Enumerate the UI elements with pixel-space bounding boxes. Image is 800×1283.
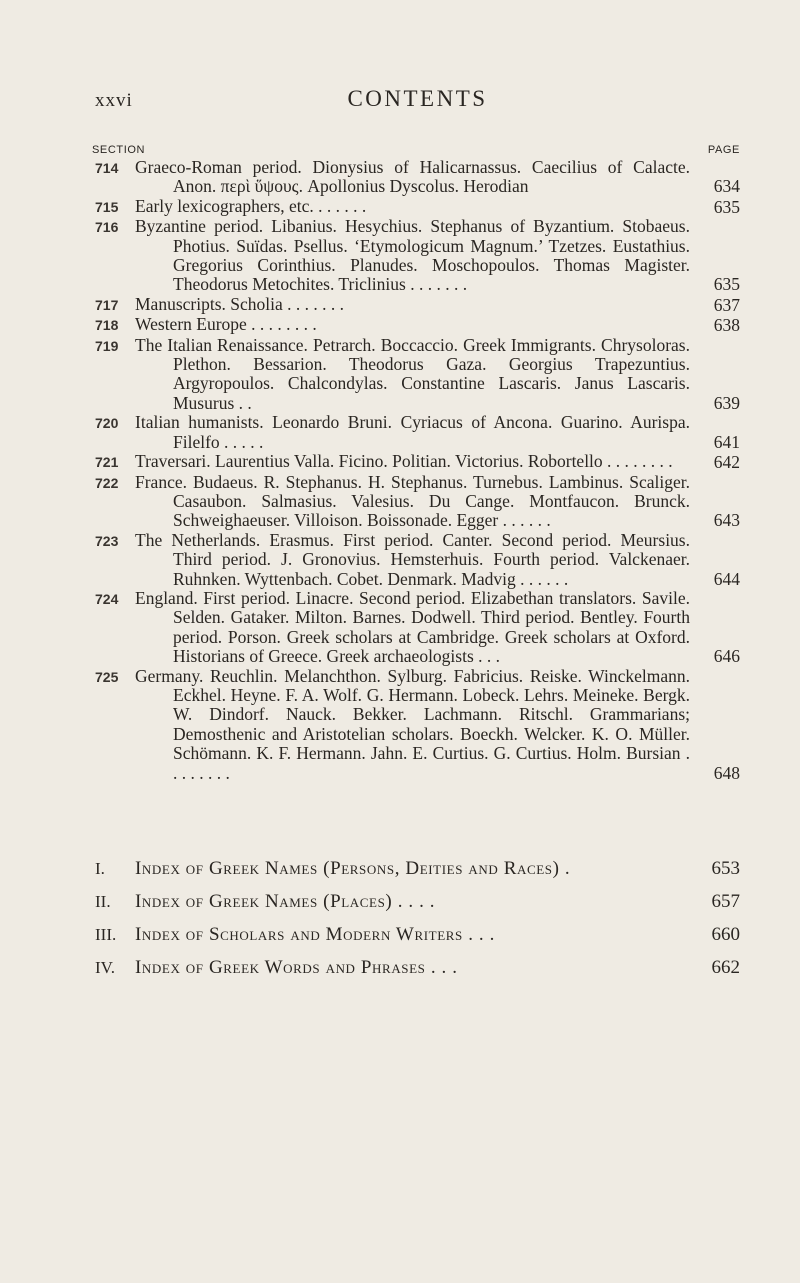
column-labels: [92, 144, 740, 158]
index-page: 657: [711, 891, 740, 912]
page-column-label: PAGE: [707, 144, 740, 156]
page-number: xxvi: [95, 90, 133, 111]
index-entry: [95, 852, 740, 885]
section-page: 641: [713, 431, 740, 452]
index-entry: [95, 885, 740, 918]
index-entry: [95, 918, 740, 951]
section-entry: [95, 667, 740, 783]
section-entry: [95, 315, 740, 335]
section-entry: [95, 336, 740, 414]
section-number: 722: [95, 474, 119, 491]
section-title: Early lexicographers, etc. . . . . . .: [135, 195, 367, 216]
section-number: 725: [95, 668, 119, 685]
section-number: 718: [95, 317, 119, 334]
section-page: 643: [713, 510, 740, 531]
section-title: Byzantine period. Libanius. Hesychius. Stephanus of Byzantium. Stobaeus. Photius. Suïdas. Psellus. ‘Etymologicum Magnum.’ Tzetzes. Eustathius. Gregorius Corinthius. Planudes. Moschopoulos. Thomas Magister. Theodorus Metochites. Triclinius . . . . . . .: [135, 216, 690, 295]
section-page: 642: [713, 452, 740, 473]
section-title: The Netherlands. Erasmus. First period. Canter. Second period. Meursius. Third period. J. Gronovius. Hemsterhuis. Fourth period. Valckenaer. Ruhnken. Wyttenbach. Cobet. Denmark. Madvig . . . . . .: [135, 529, 690, 589]
section-number: 715: [95, 198, 119, 215]
section-entry: [95, 452, 740, 472]
section-page: 637: [713, 294, 740, 315]
section-number: 719: [95, 337, 119, 354]
section-page: 635: [713, 274, 740, 295]
index-title: Index of Greek Names (Persons, Deities and Races) .: [135, 858, 571, 879]
section-entry: [95, 217, 740, 295]
index-number: III.: [95, 925, 117, 944]
section-page: 646: [713, 646, 740, 667]
section-number: 723: [95, 532, 119, 549]
index-page: 660: [711, 924, 740, 945]
section-page: 634: [713, 176, 740, 197]
section-title: Western Europe . . . . . . . .: [135, 314, 317, 335]
section-title: Germany. Reuchlin. Melanchthon. Sylburg. Fabricius. Reiske. Winckelmann. Eckhel. Heyne. F. A. Wolf. G. Hermann. Lobeck. Lehrs. Meineke. Bergk. W. Dindorf. Nauck. Bekker. Lachmann. Ritschl. Grammarians; Demosthenic and Aristotelian scholars. Boeckh. Welcker. K. O. Müller. Schömann. K. F. Hermann. Jahn. E. Curtius. G. Curtius. Holm. Bursian . . . . . . . .: [135, 665, 690, 783]
section-entry: [95, 589, 740, 667]
section-title: Italian humanists. Leonardo Bruni. Cyriacus of Ancona. Guarino. Aurispa. Filelfo . . . . .: [135, 412, 690, 452]
index-title: Index of Greek Words and Phrases . . .: [135, 957, 458, 978]
section-entry: [95, 531, 740, 589]
index-number: IV.: [95, 958, 115, 977]
section-column-label: SECTION: [92, 144, 146, 156]
index-number: II.: [95, 892, 111, 911]
section-page: 644: [713, 568, 740, 589]
index-number: I.: [95, 859, 105, 878]
section-number: 724: [95, 590, 119, 607]
section-entry: [95, 473, 740, 531]
section-number: 714: [95, 160, 119, 176]
section-number: 721: [95, 454, 119, 471]
section-title: Traversari. Laurentius Valla. Ficino. Politian. Victorius. Robortello . . . . . . . .: [135, 451, 673, 472]
section-entry: [95, 197, 740, 217]
section-entry: [95, 158, 740, 197]
section-page: 639: [713, 392, 740, 413]
section-title: England. First period. Linacre. Second period. Elizabethan translators. Savile. Selden. Gataker. Milton. Barnes. Dodwell. Third period. Bentley. Fourth period. Porson. Greek scholars at Cambridge. Greek scholars at Oxford. Historians of Greece. Greek archaeologists . . .: [135, 587, 690, 667]
index-page: 653: [711, 858, 740, 879]
index-page: 662: [711, 957, 740, 978]
section-page: 648: [713, 762, 740, 783]
index-title: Index of Greek Names (Places) . . . .: [135, 891, 436, 912]
section-page: 635: [713, 196, 740, 217]
index-entry: [95, 951, 740, 984]
section-title: The Italian Renaissance. Petrarch. Boccaccio. Greek Immigrants. Chrysoloras. Plethon. Bessarion. Theodorus Gaza. Georgius Trapezuntius. Argyropoulos. Chalcondylas. Constantine Lascaris. Janus Lascaris. Musurus . .: [135, 334, 690, 413]
section-title: Graeco-Roman period. Dionysius of Halicarnassus. Caecilius of Calacte. Anon. περὶ ὕψους. Apollonius Dyscolus. Herodian: [135, 157, 690, 197]
index-list: [95, 852, 740, 984]
index-title: Index of Scholars and Modern Writers . . .: [135, 924, 495, 945]
section-number: 720: [95, 415, 119, 432]
section-list: [95, 158, 740, 783]
running-head: [95, 86, 740, 116]
section-page: 638: [713, 315, 740, 336]
section-number: 716: [95, 219, 119, 236]
section-number: 717: [95, 296, 119, 313]
section-title: Manuscripts. Scholia . . . . . . .: [135, 293, 345, 314]
section-title: France. Budaeus. R. Stephanus. H. Stephanus. Turnebus. Lambinus. Scaliger. Casaubon. Salmasius. Valesius. Du Cange. Montfaucon. Brunck. Schweighaeuser. Villoison. Boissonade. Egger . . . . . .: [135, 471, 690, 531]
section-entry: [95, 413, 740, 452]
page-title: CONTENTS: [347, 86, 488, 111]
section-entry: [95, 295, 740, 315]
